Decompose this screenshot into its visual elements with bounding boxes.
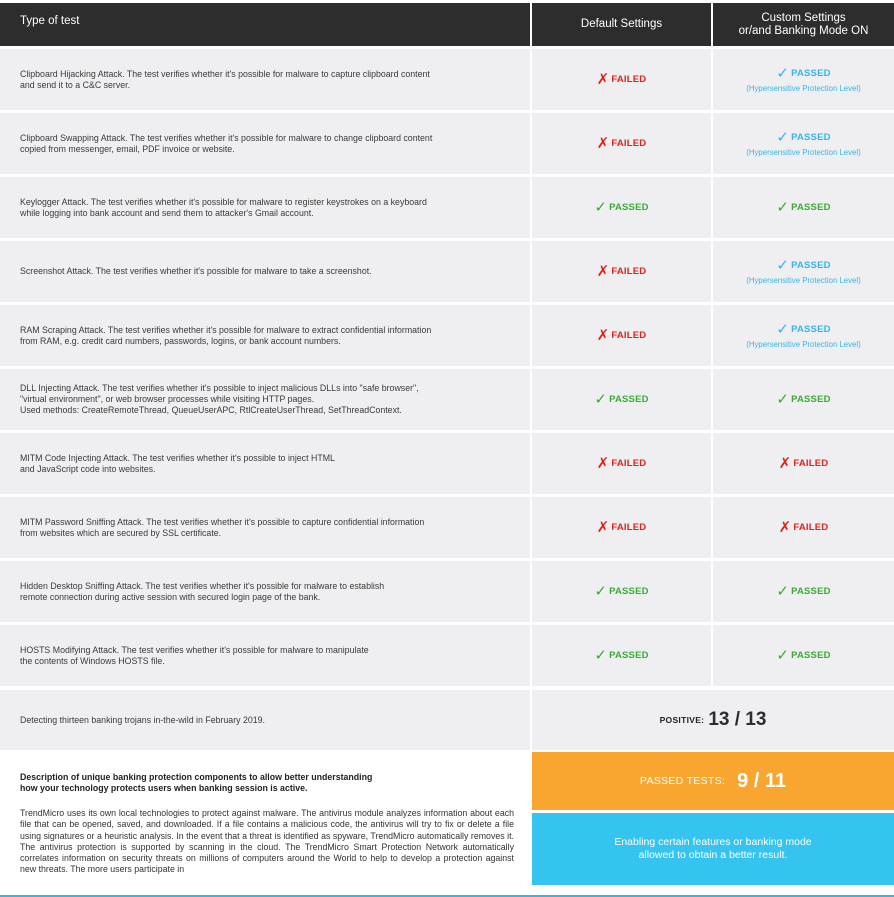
passed-status xyxy=(594,392,648,407)
table-row-description xyxy=(0,241,530,302)
check-icon: ✓ xyxy=(776,647,790,664)
status-text: FAILED xyxy=(611,458,647,469)
description-title-line2: how your technology protects users when banking session is active. xyxy=(20,783,308,793)
failed-status xyxy=(597,136,647,151)
status-text: PASSED xyxy=(609,586,649,597)
default-result-cell xyxy=(532,369,711,430)
check-icon: ✓ xyxy=(776,321,790,338)
protection-level-note: (Hypersensitive Protection Level) xyxy=(746,340,861,349)
check-icon: ✓ xyxy=(594,199,608,216)
description-section xyxy=(0,752,530,876)
status-text: FAILED xyxy=(611,266,647,277)
check-icon: ✓ xyxy=(594,647,608,664)
check-icon: ✓ xyxy=(776,391,790,408)
check-icon: ✓ xyxy=(776,257,790,274)
description-line: while logging into bank account and send them to attacker's Gmail account. xyxy=(20,207,314,218)
header-type-of-test xyxy=(0,3,530,46)
failed-status xyxy=(597,264,647,279)
failed-status xyxy=(597,72,647,87)
status-text: FAILED xyxy=(793,458,829,469)
status-text: PASSED xyxy=(791,394,831,405)
description-line: and JavaScript code into websites. xyxy=(20,463,156,474)
default-result-cell xyxy=(532,561,711,622)
passed-status xyxy=(594,584,648,599)
cross-icon: ✗ xyxy=(596,71,610,88)
failed-status xyxy=(597,328,647,343)
protection-level-note: (Hypersensitive Protection Level) xyxy=(746,84,861,93)
note-box xyxy=(532,813,894,885)
cross-icon: ✗ xyxy=(596,519,610,536)
description-line: MITM Code Injecting Attack. The test verifies whether it's possible to inject HTML xyxy=(20,452,335,463)
custom-result-cell xyxy=(713,497,894,558)
description-line: remote connection during active session with secured login page of the bank. xyxy=(20,591,321,602)
description-title-line1: Description of unique banking protection components to allow better understanding xyxy=(20,772,373,782)
status-text: FAILED xyxy=(611,522,647,533)
custom-result-cell xyxy=(713,369,894,430)
status-text: PASSED xyxy=(791,68,831,79)
description-line: and send it to a C&C server. xyxy=(20,79,131,90)
passed-status xyxy=(776,130,830,145)
passed-status xyxy=(776,200,830,215)
description-body: TrendMicro uses its own local technologies to protect against malware. The antivirus module analyzes information about each file that can be opened, saved, and downloaded. If a file contains a malicious code, the antivirus will try to fix or delete a file using signatures or a heuristic analysis. In the event that a threat is identified as spyware, TrendMicro automatically removes it. The antivirus protection is supported by scanning in the cloud. The TrendMicro Smart Protection Network automatically correlates information on security threats on millions of computers around the World to help to develop a protection against new threats. The more users participate in xyxy=(20,808,514,875)
protection-level-note: (Hypersensitive Protection Level) xyxy=(746,276,861,285)
positive-value: 13 / 13 xyxy=(708,709,767,730)
note-line1: Enabling certain features or banking mode xyxy=(614,836,812,848)
header-type-label: Type of test xyxy=(20,15,80,27)
status-text: FAILED xyxy=(611,138,647,149)
custom-result-cell xyxy=(713,241,894,302)
check-icon: ✓ xyxy=(776,199,790,216)
custom-result-cell xyxy=(713,433,894,494)
check-icon: ✓ xyxy=(594,583,608,600)
table-row-description xyxy=(0,177,530,238)
table-row-description xyxy=(0,49,530,110)
header-custom-line1: Custom Settings xyxy=(761,11,846,24)
description-line: MITM Password Sniffing Attack. The test verifies whether it's possible to capture confidential information xyxy=(20,516,425,527)
passed-status xyxy=(776,66,830,81)
status-text: PASSED xyxy=(609,650,649,661)
status-text: PASSED xyxy=(791,586,831,597)
header-default-label: Default Settings xyxy=(580,18,663,30)
table-row-description xyxy=(0,113,530,174)
status-text: PASSED xyxy=(791,132,831,143)
check-icon: ✓ xyxy=(594,391,608,408)
passed-status xyxy=(776,392,830,407)
note-line2: allowed to obtain a better result. xyxy=(638,849,788,861)
description-line: DLL Injecting Attack. The test verifies whether it's possible to inject malicious DLLs into "safe browser", xyxy=(20,383,419,393)
default-result-cell xyxy=(532,113,711,174)
custom-result-cell xyxy=(713,49,894,110)
cross-icon: ✗ xyxy=(596,455,610,472)
status-text: PASSED xyxy=(609,202,649,213)
status-text: PASSED xyxy=(791,324,831,335)
description-line: Screenshot Attack. The test verifies whether it's possible for malware to take a screenshot. xyxy=(20,266,372,276)
description-line: Used methods: CreateRemoteThread, QueueUserAPC, RtlCreateUserThread, SetThreadContext. xyxy=(20,405,402,415)
description-line: the contents of Windows HOSTS file. xyxy=(20,655,165,666)
failed-status xyxy=(779,456,829,471)
cross-icon: ✗ xyxy=(596,135,610,152)
description-line: RAM Scraping Attack. The test verifies whether it's possible for malware to extract confidential information xyxy=(20,324,432,335)
cross-icon: ✗ xyxy=(778,519,792,536)
table-row-description xyxy=(0,369,530,430)
default-result-cell xyxy=(532,177,711,238)
failed-status xyxy=(779,520,829,535)
failed-status xyxy=(597,456,647,471)
description-line: Keylogger Attack. The test verifies whether it's possible for malware to register keystrokes on a keyboard xyxy=(20,196,427,207)
status-text: PASSED xyxy=(791,650,831,661)
custom-result-cell xyxy=(713,305,894,366)
description-line: Clipboard Hijacking Attack. The test verifies whether it's possible for malware to capture clipboard content xyxy=(20,68,430,79)
header-default-settings xyxy=(532,3,711,46)
status-text: PASSED xyxy=(791,260,831,271)
passed-tests-value: 9 / 11 xyxy=(737,769,787,792)
passed-status xyxy=(776,322,830,337)
default-result-cell xyxy=(532,241,711,302)
cross-icon: ✗ xyxy=(778,455,792,472)
custom-result-cell xyxy=(713,113,894,174)
status-text: PASSED xyxy=(609,394,649,405)
default-result-cell xyxy=(532,49,711,110)
check-icon: ✓ xyxy=(776,65,790,82)
cross-icon: ✗ xyxy=(596,327,610,344)
description-line: "virtual environment", or web browser processes while visiting HTTP pages. xyxy=(20,394,315,404)
custom-result-cell xyxy=(713,561,894,622)
protection-level-note: (Hypersensitive Protection Level) xyxy=(746,148,861,157)
custom-result-cell xyxy=(713,177,894,238)
custom-result-cell xyxy=(713,625,894,686)
passed-status xyxy=(776,584,830,599)
description-line: Clipboard Swapping Attack. The test verifies whether it's possible for malware to change clipboard content xyxy=(20,132,433,143)
status-text: FAILED xyxy=(793,522,829,533)
default-result-cell xyxy=(532,497,711,558)
status-text: FAILED xyxy=(611,330,647,341)
table-row-description xyxy=(0,497,530,558)
passed-tests-label: PASSED TESTS: xyxy=(639,775,726,787)
status-text: FAILED xyxy=(611,74,647,85)
passed-status xyxy=(594,200,648,215)
failed-status xyxy=(597,520,647,535)
description-line: from websites which are secured by SSL certificate. xyxy=(20,527,222,538)
table-row-description xyxy=(0,561,530,622)
description-title xyxy=(20,772,514,794)
header-custom-settings xyxy=(713,3,894,46)
header-custom-line2: or/and Banking Mode ON xyxy=(738,24,869,37)
passed-status xyxy=(776,648,830,663)
description-line: HOSTS Modifying Attack. The test verifies whether it's possible for malware to manipulate xyxy=(20,644,369,655)
table-row-description xyxy=(0,305,530,366)
summary-text: Detecting thirteen banking trojans in-the-wild in February 2019. xyxy=(20,714,265,725)
table-row-description xyxy=(0,433,530,494)
passed-status xyxy=(776,258,830,273)
summary-row xyxy=(0,690,530,750)
description-line: copied from messenger, email, PDF invoice or website. xyxy=(20,143,235,154)
check-icon: ✓ xyxy=(776,129,790,146)
passed-status xyxy=(594,648,648,663)
passed-tests-box xyxy=(532,752,894,810)
description-line: from RAM, e.g. credit card numbers, passwords, logins, or bank account numbers. xyxy=(20,335,341,346)
status-text: PASSED xyxy=(791,202,831,213)
default-result-cell xyxy=(532,433,711,494)
check-icon: ✓ xyxy=(776,583,790,600)
cross-icon: ✗ xyxy=(596,263,610,280)
positive-label: POSITIVE: xyxy=(659,715,705,725)
table-row-description xyxy=(0,625,530,686)
default-result-cell xyxy=(532,305,711,366)
default-result-cell xyxy=(532,625,711,686)
description-line: Hidden Desktop Sniffing Attack. The test verifies whether it's possible for malware to establish xyxy=(20,580,385,591)
positive-score xyxy=(532,690,894,750)
